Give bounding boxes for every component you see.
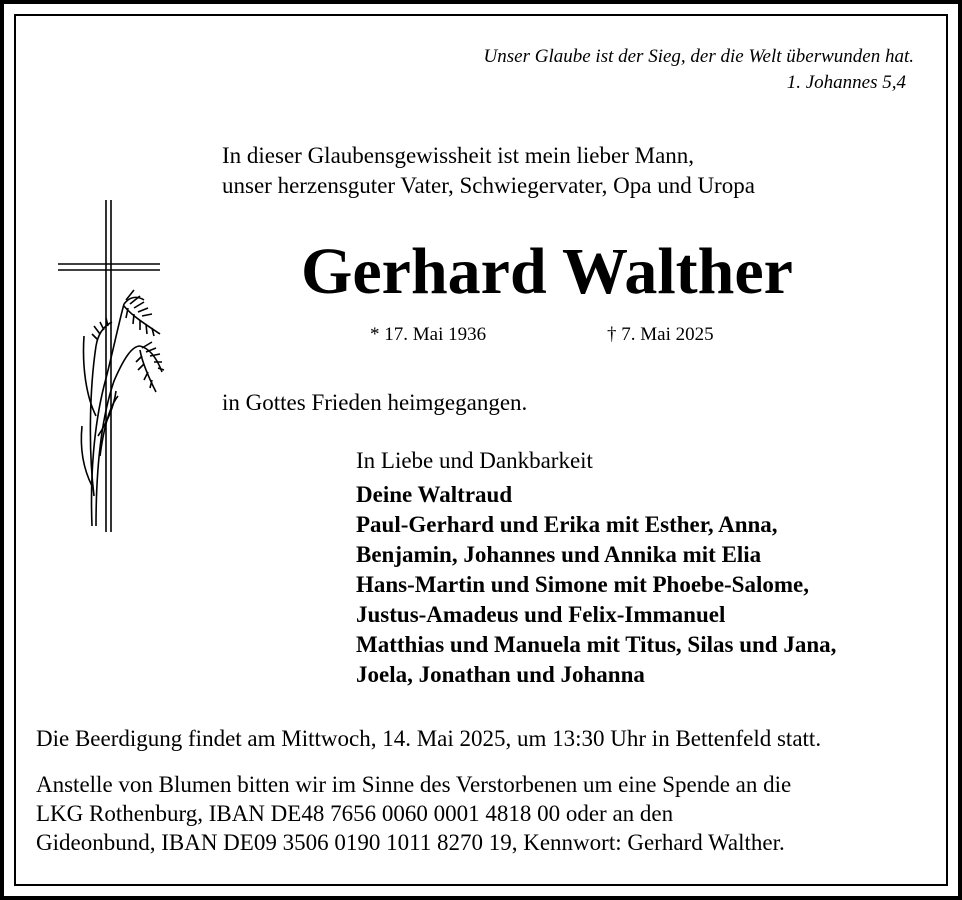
family-line: Benjamin, Johannes und Annika mit Elia bbox=[356, 542, 762, 567]
intro-text bbox=[222, 141, 755, 201]
funeral-notice: Die Beerdigung findet am Mittwoch, 14. Mai 2025, um 13:30 Uhr in Bettenfeld statt. bbox=[36, 726, 822, 751]
family-list bbox=[356, 480, 836, 690]
family-line: Hans-Martin und Simone mit Phoebe-Salome, bbox=[356, 572, 809, 597]
intro-line: In dieser Glaubensgewissheit ist mein lieber Mann, bbox=[222, 143, 695, 168]
deceased-name: Gerhard Walther bbox=[301, 235, 793, 308]
closing-text: In Liebe und Dankbarkeit bbox=[356, 448, 593, 473]
bible-reference: 1. Johannes 5,4 bbox=[786, 72, 906, 93]
family-line: Justus-Amadeus und Felix-Immanuel bbox=[356, 602, 726, 627]
family-line: Joela, Jonathan und Johanna bbox=[356, 662, 645, 687]
bible-quote: Unser Glaube ist der Sieg, der die Welt überwunden hat. bbox=[483, 46, 914, 67]
death-date: † 7. Mai 2025 bbox=[607, 324, 714, 345]
intro-line: unser herzensguter Vater, Schwiegervater, Opa und Uropa bbox=[222, 173, 755, 198]
family-line: Paul-Gerhard und Erika mit Esther, Anna, bbox=[356, 512, 778, 537]
donation-line: LKG Rothenburg, IBAN DE48 7656 0060 0001 4818 00 oder an den bbox=[36, 801, 674, 826]
bible-verse bbox=[484, 44, 914, 96]
passing-text: in Gottes Frieden heimgegangen. bbox=[222, 390, 528, 415]
donation-line: Gideonbund, IBAN DE09 3506 0190 1011 8270 19, Kennwort: Gerhard Walther. bbox=[36, 830, 785, 855]
birth-date: * 17. Mai 1936 bbox=[370, 324, 487, 345]
family-line: Deine Waltraud bbox=[356, 482, 513, 507]
family-line: Matthias und Manuela mit Titus, Silas und Jana, bbox=[356, 632, 837, 657]
donation-line: Anstelle von Blumen bitten wir im Sinne des Verstorbenen um eine Spende an die bbox=[36, 772, 792, 797]
donation-notice bbox=[36, 770, 791, 857]
